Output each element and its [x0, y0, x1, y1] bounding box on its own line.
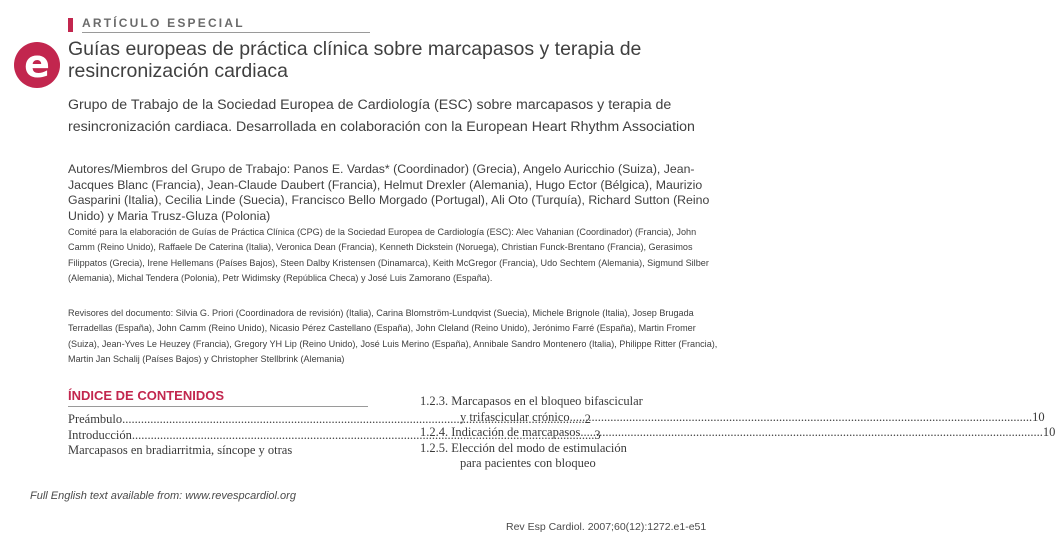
reviewer-list: Revisores del documento: Silvia G. Priori (Coordinadora de revisión) (Italia), Carina Blomström-Lundqvist (Suecia), Michele Brignole (Italia), Josep Brugada Terradellas (España), John Camm (Reino Unido), Nicasio Pérez Castellano (España), John Cleland (Reino Unido), Jerónimo Farré (España), Martin Fromer (Suiza), Jean-Yves Le Heuzey (Francia), Gregory YH Lip (Reino Unido), José Luis Merino (España), Annibale Sandro Montenero (Italia), Philippe Ritter (Francia), Martin Jan Schalij (Países Bajos) y Christopher Stellbrink (Alemania) — [68, 308, 718, 365]
section-marker — [68, 18, 73, 32]
section-divider — [82, 32, 370, 33]
toc-entry[interactable] — [420, 425, 1055, 441]
toc-entry[interactable] — [420, 441, 696, 457]
toc-entry-label: para pacientes con bloqueo — [460, 456, 596, 470]
journal-logo — [14, 42, 60, 88]
toc-entry-label: Preámbulo — [68, 412, 123, 426]
toc-entry[interactable] — [420, 394, 696, 410]
toc-entry-label: Introducción — [68, 427, 132, 442]
toc-entry[interactable] — [420, 456, 696, 472]
toc-entry-page: 3 — [594, 427, 601, 442]
toc-entry-label: 1.2.3. Marcapasos en el bloqueo bifascicular — [420, 394, 643, 408]
toc-entry-page: 2 — [584, 412, 591, 426]
toc-entry-label: Marcapasos en bradiarritmia, síncope y otras — [68, 443, 293, 457]
toc-leader — [570, 410, 1033, 426]
toc-entry[interactable] — [68, 443, 368, 459]
toc-divider — [68, 406, 368, 407]
toc-entry-page: 10 — [1032, 409, 1045, 424]
logo-letter: e — [24, 42, 50, 86]
toc-entry-label: 1.2.4. Indicación de marcapasos — [420, 425, 581, 439]
working-group-statement: Grupo de Trabajo de la Sociedad Europea de Cardiología (ESC) sobre marcapasos y terapia de resincronización cardiaca. Desarrollada en colaboración con la European Heart Rhythm Association — [68, 97, 695, 135]
toc-right-column — [420, 394, 1055, 470]
section-label: ARTÍCULO ESPECIAL — [82, 16, 245, 30]
toc-entry[interactable] — [420, 409, 1045, 426]
journal-citation: Rev Esp Cardiol. 2007;60(12):1272.e1-e51 — [506, 521, 707, 533]
author-list: Autores/Miembros del Grupo de Trabajo: Panos E. Vardas* (Coordinador) (Grecia), Angelo Auricchio (Suiza), Jean-Jacques Blanc (Francia), Jean-Claude Daubert (Francia), Helmut Drexler (Alemania), Hugo Ector (Bélgica), Maurizio Gasparini (Italia), Cecilia Linde (Suecia), Francisco Bello Morgado (Portugal), Ali Oto (Turquía), Richard Sutton (Reino Unido) y Maria Trusz-Gluza (Polonia) — [68, 162, 710, 223]
english-text-note: Full English text available from: www.revespcardiol.org — [30, 490, 296, 502]
committee-list: Comité para la elaboración de Guías de Práctica Clínica (CPG) de la Sociedad Europea de Cardiología (ESC): Alec Vahanian (Coordinador) (Francia), John Camm (Reino Unido), Raffaele De Caterina (Italia), Veronica Dean (Francia), Kenneth Dickstein (Noruega), Christian Funck-Brentano (Francia), Gerasimos Filippatos (Grecia), Irene Hellemans (Países Bajos), Steen Dalby Kristensen (Dinamarca), Keith McGregor (Francia), Udo Sechtem (Alemania), Sigmund Silber (Alemania), Michal Tendera (Polonia), Petr Widimsky (República Checa) y José Luis Zamorano (España). — [68, 227, 709, 284]
toc-entry-page: 10 — [1042, 425, 1055, 439]
toc-heading: ÍNDICE DE CONTENIDOS — [68, 388, 225, 403]
article-title: Guías europeas de práctica clínica sobre marcapasos y terapia de resincronización cardiaca — [68, 38, 642, 82]
toc-leader — [580, 425, 1043, 441]
toc-entry-label: 1.2.5. Elección del modo de estimulación — [420, 440, 627, 455]
toc-entry-label: y trifascicular crónico — [460, 409, 570, 424]
